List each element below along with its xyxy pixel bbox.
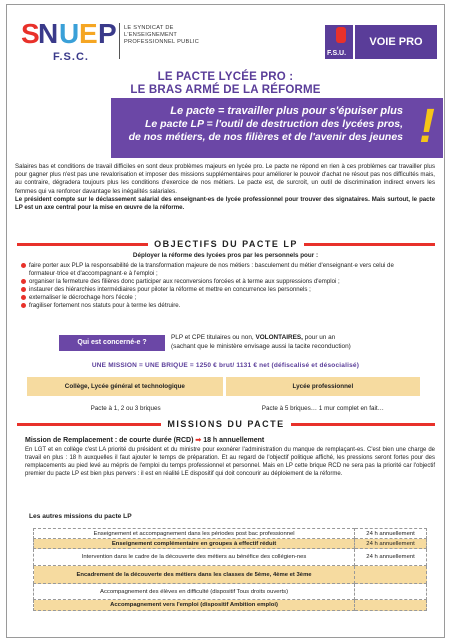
intro-bold-paragraph: Le président compte sur le déclassement salarial des enseignant-es de lycée professionnel pour trouver des signataires. Mais surtout, le pacte LP est un axe central pour la mise en œuvre de la réforme. [15, 195, 435, 212]
logo-letter: U [59, 18, 80, 49]
objectifs-heading-label: OBJECTIFS DU PACTE LP [148, 239, 304, 249]
mission-desc: Accompagnement des élèves en difficulté (dispositif Tous droits ouverts) [34, 584, 355, 600]
bullet-icon [21, 263, 26, 268]
logo-letter: S [21, 18, 40, 49]
missions-heading [17, 418, 435, 430]
mission-brique-line: UNE MISSION = UNE BRIQUE = 1250 € brut/ 1131 € net (défiscalisé et désocialisé) [91, 362, 360, 369]
bullet-icon [21, 287, 26, 292]
concern-text-line2: (sachant que le ministère envisage aussi la tacite reconduction) [171, 342, 351, 350]
mission-hours [355, 584, 427, 600]
comparison-table [27, 377, 423, 420]
list-item-text: faire porter aux PLP la responsabilité de la transformation majeure de nos métiers : basculement du métier d'enseignant·e vers celui de formateur·trice et d'accompagnant·e à l'emploi ; [29, 262, 394, 277]
banner-line-3: de nos métiers, de nos filières et de l'avenir des jeunes [128, 131, 403, 143]
table-cell: Pacte à 1, 2 ou 3 briques [90, 404, 161, 412]
list-item [21, 286, 431, 294]
table-header-cell: Lycée professionnel [224, 377, 421, 396]
table-row [34, 584, 427, 600]
bullet-icon [21, 295, 26, 300]
mission-hours: 24 h annuellement [355, 529, 427, 539]
remplacement-hours: 18 h annuellement [201, 437, 265, 444]
intro-text [15, 163, 435, 212]
mission-desc: Encadrement de la découverte des métiers dans les classes de 5ème, 4ème et 3ème [34, 566, 355, 584]
list-item-text: organiser la fermeture des filières donc participer aux reconversions forcées et à terme aux suppressions d'emploi ; [29, 278, 340, 285]
autres-missions-title: Les autres missions du pacte LP [29, 513, 132, 520]
exclamation-mark: ! [419, 100, 435, 153]
table-row [34, 566, 427, 584]
flyer-page [6, 4, 445, 638]
concern-text-pre: PLP et CPE titulaires ou non, [171, 334, 256, 341]
mission-desc: Intervention dans le cadre de la découverte des métiers au bénéfice des collégien-nes [34, 549, 355, 566]
voie-pro-logo [325, 25, 439, 59]
mission-desc: Accompagnement vers l'emploi (dispositif Ambition emploi) [34, 600, 355, 611]
fsu-logo-text: F.S.U. [327, 50, 347, 57]
voie-pro-label: VOIE PRO [355, 25, 437, 59]
mission-desc: Enseignement et accompagnement dans les périodes post bac professionnel [34, 529, 355, 539]
list-item [21, 302, 431, 310]
list-item-text: fragiliser fortement nos statuts pour à terme les détruire. [29, 302, 181, 309]
table-row [34, 600, 427, 611]
remplacement-title-text: Mission de Remplacement : de courte durée (RCD) [25, 437, 194, 444]
list-item-text: externaliser le décrochage hors l'école ; [29, 294, 137, 301]
banner-line-2: Le pacte LP = l'outil de destruction des lycées pros, [145, 118, 403, 130]
remplacement-text: En LGT et en collège c'est LA priorité du président et du ministre pour exonérer l'administration du manque de remplaçant-es. C'est bien une charge de travail en plus : 18 h auxquelles il faut ajouter le temps de préparation. Et au regard de l'objectif politique affiché, les pressions seront fortes pour des remplacements au pied levé au mépris de l'emploi du temps professionnel et personnel. Mais en LP cette brique RCD ne sera pas la priorité car l'objectif premier du pacte LP est bien plus pervers : il est en réalité LE dispositif qui doit concourir au déploiement de la réforme. [25, 447, 435, 478]
concern-text [171, 334, 411, 351]
list-item-text: instaurer des hiérarchies intermédiaires pour piloter la réforme et mettre en concurrence les personnels ; [29, 286, 311, 293]
missions-heading-label: MISSIONS DU PACTE [161, 419, 290, 429]
table-row [34, 529, 427, 539]
org-name: LE SYNDICAT DE L'ENSEIGNEMENT PROFESSIONNEL PUBLIC [124, 25, 200, 45]
banner-line-1: Le pacte = travailler plus pour s'épuiser plus [170, 105, 403, 117]
page-title [7, 71, 444, 97]
mission-hours [355, 600, 427, 611]
objectifs-subtitle: Déployer la réforme des lycées pros par les personnels pour : [132, 252, 319, 259]
table-row [34, 549, 427, 566]
concern-label-box: Qui est concerné-e ? [59, 335, 165, 351]
slogan-banner [111, 98, 443, 158]
list-item [21, 294, 431, 302]
table-row [27, 377, 422, 396]
logo-divider [119, 23, 120, 59]
concern-text-post: pour un an [302, 334, 336, 341]
snuep-logo [21, 19, 121, 71]
logo-fsc-text: F.S.C. [53, 51, 89, 63]
table-row [34, 539, 427, 549]
concern-text-bold: VOLONTAIRES, [255, 334, 303, 341]
objectifs-heading [17, 238, 435, 250]
arrow-right-icon: ➡ [195, 437, 202, 444]
mission-hours [355, 566, 427, 584]
fsu-logo-mark [336, 27, 346, 43]
objectifs-list [21, 262, 431, 310]
remplacement-title [25, 436, 264, 444]
mission-hours: 24 h annuellement [355, 539, 427, 549]
logo-letter: P [98, 18, 117, 49]
table-header-cell: Collège, Lycée général et technologique [27, 377, 224, 396]
mission-hours: 24 h annuellement [355, 549, 427, 566]
list-item [21, 262, 431, 278]
title-line-1: LE PACTE LYCÉE PRO : [157, 71, 294, 83]
fsu-logo [325, 25, 353, 59]
logo-letter: N [38, 18, 59, 49]
intro-paragraph: Salaires bas et conditions de travail difficiles en sont deux problèmes majeurs en lycée pro. Le pacte ne répond en rien à ces problèmes car travailler plus pour gagner plus n'est pas une revalorisation et imposer des missions supplémentaires pour améliorer le pouvoir d'achat ne résout pas nos difficultés mais, au contraire, dégradera toujours plus les conditions d'exercice de nos métiers. Le pacte est, de surcroît, un outil de discrimination indirect envers les femmes qui va renforcer davantage les inégalités salariales. [15, 163, 435, 195]
bullet-icon [21, 303, 26, 308]
logo-letter: E [79, 18, 98, 49]
missions-table [33, 528, 427, 611]
mission-desc: Enseignement complémentaire en groupes à effectif réduit [34, 539, 355, 549]
table-row [27, 396, 422, 420]
table-cell: Pacte à 5 briques… 1 mur complet en fait… [261, 404, 384, 412]
title-line-2: LE BRAS ARMÉ DE LA RÉFORME [130, 84, 321, 96]
bullet-icon [21, 279, 26, 284]
list-item [21, 278, 431, 286]
